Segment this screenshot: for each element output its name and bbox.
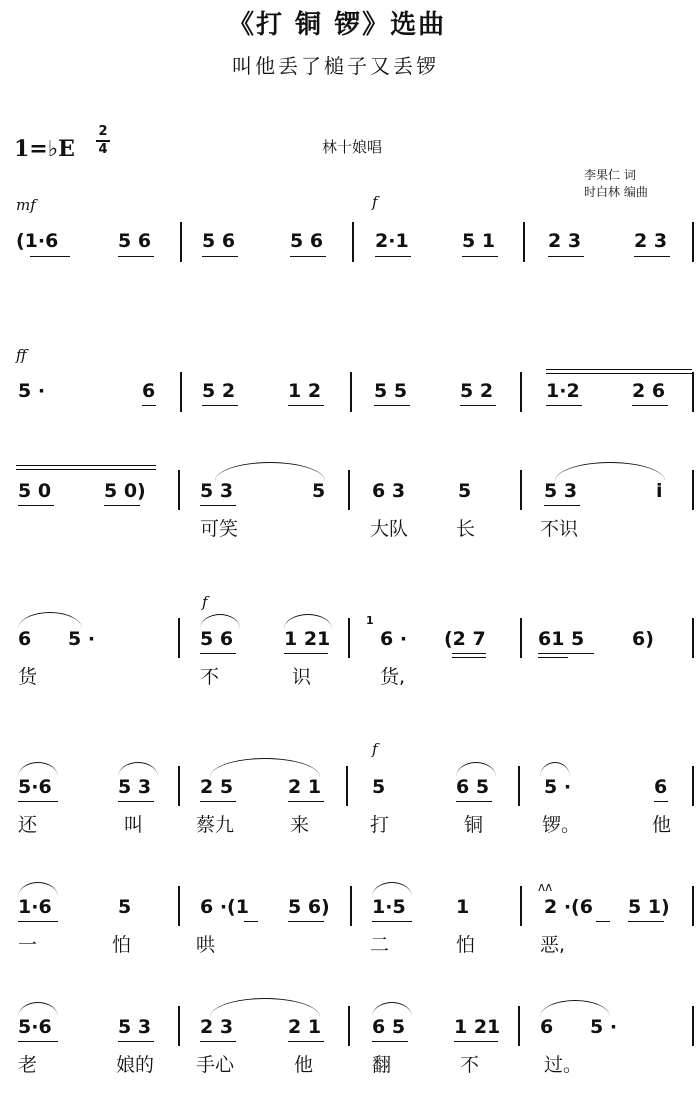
beam <box>18 801 58 802</box>
lyric: 铜 <box>464 814 484 836</box>
lyric: 二 <box>370 934 390 956</box>
barline <box>350 372 352 412</box>
lyric: 长 <box>456 518 476 540</box>
slur <box>372 1002 412 1017</box>
note-group: 5 6) <box>288 896 330 918</box>
dynamic-mark: f <box>372 740 378 758</box>
lyric: 不 <box>460 1054 480 1076</box>
barline <box>350 886 352 926</box>
note-group: 5 0 <box>18 480 52 502</box>
barline <box>180 222 182 262</box>
lyric: 大队 <box>370 518 409 540</box>
tie <box>546 373 692 374</box>
lyric: 货, <box>380 666 406 688</box>
lyric: 不 <box>200 666 220 688</box>
lyric: 哄 <box>196 934 216 956</box>
note-group: 5·6 <box>18 1016 52 1038</box>
note-group: 5 6 <box>118 230 152 252</box>
barline <box>178 886 180 926</box>
beam <box>18 505 54 506</box>
beam <box>202 405 238 406</box>
beam <box>200 505 236 506</box>
barline <box>520 372 522 412</box>
tie <box>16 465 156 466</box>
beam <box>372 1041 408 1042</box>
barline <box>348 618 350 658</box>
dynamic-mark: f <box>202 593 208 611</box>
beam <box>372 921 412 922</box>
note-group: 5 1) <box>628 896 670 918</box>
beam <box>200 1041 236 1042</box>
note-group: 1 21 <box>284 628 331 650</box>
slur <box>215 462 325 481</box>
beam <box>288 801 324 802</box>
beam <box>632 405 668 406</box>
note-group: 2 1 <box>288 1016 322 1038</box>
note-group: 5 · <box>68 628 96 650</box>
beam <box>288 921 324 922</box>
lyric: 打 <box>370 814 390 836</box>
note-group: (1·6 <box>16 230 59 252</box>
lyric: 恶, <box>540 934 566 956</box>
beam <box>244 921 258 922</box>
barline <box>520 886 522 926</box>
note-group: 2 1 <box>288 776 322 798</box>
lyric: 来 <box>290 814 310 836</box>
beam <box>18 921 58 922</box>
lyric: 还 <box>18 814 38 836</box>
note-group: 5·6 <box>18 776 52 798</box>
beam <box>284 653 328 654</box>
beam <box>452 657 486 658</box>
barline <box>692 766 694 806</box>
note-group: 5 0) <box>104 480 146 502</box>
trill-mark: ʌʌ <box>538 880 553 894</box>
barline <box>692 618 694 658</box>
note-group: 5 · <box>590 1016 618 1038</box>
note-group: 6) <box>632 628 654 650</box>
note-group: 6 · <box>380 628 408 650</box>
barline <box>692 222 694 262</box>
note-group: 5 1 <box>462 230 496 252</box>
beam <box>118 1041 154 1042</box>
barline <box>692 886 694 926</box>
slur <box>18 612 82 629</box>
barline <box>520 618 522 658</box>
time-signature-bottom: 4 <box>98 142 108 157</box>
note-group: 2 3 <box>200 1016 234 1038</box>
slur <box>540 1000 610 1017</box>
slur <box>118 762 158 777</box>
note-group: 5 3 <box>118 776 152 798</box>
beam <box>200 801 236 802</box>
beam <box>374 405 410 406</box>
lyric: 蔡九 <box>196 814 235 836</box>
note-group: 6 <box>18 628 32 650</box>
note-group: 6 <box>142 380 156 402</box>
barline <box>523 222 525 262</box>
beam <box>288 405 324 406</box>
composer-credit: 时白林 编曲 <box>584 185 648 199</box>
beam <box>202 256 238 257</box>
note-group: 6 3 <box>372 480 406 502</box>
beam <box>200 653 236 654</box>
beam <box>544 505 580 506</box>
note-group: 5 <box>118 896 132 918</box>
beam <box>30 256 70 257</box>
note-group: 5 2 <box>202 380 236 402</box>
slur <box>18 1002 58 1017</box>
note-group: 1 2 <box>288 380 322 402</box>
note-group: 2 6 <box>632 380 666 402</box>
note-group: (2 7 <box>444 628 486 650</box>
barline <box>348 470 350 510</box>
barline <box>178 1006 180 1046</box>
beam <box>462 256 498 257</box>
beam <box>375 256 411 257</box>
note-group: 1 21 <box>454 1016 501 1038</box>
barline <box>518 766 520 806</box>
slur <box>200 614 240 629</box>
lyric: 一 <box>18 934 38 956</box>
beam <box>460 405 496 406</box>
beam <box>18 1041 58 1042</box>
beam <box>634 256 670 257</box>
beam <box>288 1041 324 1042</box>
beam <box>546 405 582 406</box>
tie <box>16 469 156 470</box>
beam <box>548 256 584 257</box>
note-group: 2·1 <box>375 230 409 252</box>
beam <box>538 653 594 654</box>
lyric: 娘的 <box>116 1054 155 1076</box>
singer-credit: 林十娘唱 <box>322 138 383 156</box>
note-group: 5 2 <box>460 380 494 402</box>
beam <box>456 801 492 802</box>
lyric: 怕 <box>456 934 476 956</box>
barline <box>352 222 354 262</box>
slur <box>284 614 332 629</box>
lyric: 不识 <box>540 518 579 540</box>
note-group: 2 3 <box>548 230 582 252</box>
beam <box>452 653 486 654</box>
note-group: 1·5 <box>372 896 406 918</box>
note-group: 6 5 <box>456 776 490 798</box>
lyric: 叫 <box>124 814 144 836</box>
note-group: 5 3 <box>118 1016 152 1038</box>
slur <box>372 882 412 897</box>
barline <box>178 618 180 658</box>
lyric: 他 <box>652 814 672 836</box>
note-group: 5 <box>458 480 472 502</box>
note-group: 5 3 <box>544 480 578 502</box>
barline <box>692 372 694 412</box>
barline <box>692 1006 694 1046</box>
lyric: 锣。 <box>542 814 581 836</box>
note-group: 6 <box>654 776 668 798</box>
note-group: 5 <box>372 776 386 798</box>
note-group: 1 <box>456 896 470 918</box>
note-group: i <box>656 480 663 502</box>
note-group: 6 <box>540 1016 554 1038</box>
lyric: 货 <box>18 666 38 688</box>
barline <box>518 1006 520 1046</box>
lyricist-credit: 李果仁 词 <box>584 168 636 182</box>
note-group: 6 ·(1 <box>200 896 249 918</box>
lyric: 老 <box>18 1054 38 1076</box>
beam <box>538 657 568 658</box>
note-group: 1·2 <box>546 380 580 402</box>
lyric: 手心 <box>196 1054 235 1076</box>
lyric: 他 <box>294 1054 314 1076</box>
barline <box>178 766 180 806</box>
note-group: 5 · <box>18 380 46 402</box>
note-group: 5 3 <box>200 480 234 502</box>
key-signature: 1=♭E <box>14 136 75 162</box>
barline <box>348 1006 350 1046</box>
barline <box>178 470 180 510</box>
note-group: 5 6 <box>200 628 234 650</box>
slur <box>456 762 496 777</box>
note-group: 5 6 <box>290 230 324 252</box>
slur <box>555 462 665 481</box>
lyric: 识 <box>292 666 312 688</box>
tie <box>546 369 692 370</box>
note-group: 61 5 <box>538 628 585 650</box>
note-group: 1·6 <box>18 896 52 918</box>
beam <box>454 1041 498 1042</box>
slur <box>18 762 58 777</box>
beam <box>290 256 326 257</box>
note-group: 5 6 <box>202 230 236 252</box>
note-group: 5 <box>312 480 326 502</box>
beam <box>104 505 140 506</box>
note-group: 2 5 <box>200 776 234 798</box>
beam <box>654 801 668 802</box>
note-group: 5 5 <box>374 380 408 402</box>
beam <box>596 921 610 922</box>
grace-note: 1 <box>366 614 374 627</box>
time-signature-top: 2 <box>98 124 108 139</box>
slur <box>210 758 320 777</box>
beam <box>142 405 156 406</box>
piece-title: 《打 铜 锣》选曲 <box>228 10 447 40</box>
lyric: 过。 <box>544 1054 583 1076</box>
beam <box>628 921 664 922</box>
barline <box>180 372 182 412</box>
dynamic-mark: mf <box>16 196 36 214</box>
lyric: 翻 <box>372 1054 392 1076</box>
slur <box>210 998 320 1017</box>
beam <box>118 801 154 802</box>
barline <box>692 470 694 510</box>
barline <box>346 766 348 806</box>
barline <box>520 470 522 510</box>
note-group: 2 3 <box>634 230 668 252</box>
lyric: 怕 <box>112 934 132 956</box>
dynamic-mark: f <box>372 193 378 211</box>
dynamic-mark: ff <box>16 346 27 364</box>
slur <box>18 882 58 897</box>
beam <box>118 256 154 257</box>
note-group: 5 · <box>544 776 572 798</box>
note-group: 6 5 <box>372 1016 406 1038</box>
slur <box>540 762 570 777</box>
time-signature <box>96 126 110 156</box>
lyric: 可笑 <box>200 518 239 540</box>
note-group: 2 ·(6 <box>544 896 593 918</box>
piece-subtitle: 叫他丢了槌子又丢锣 <box>232 54 439 78</box>
